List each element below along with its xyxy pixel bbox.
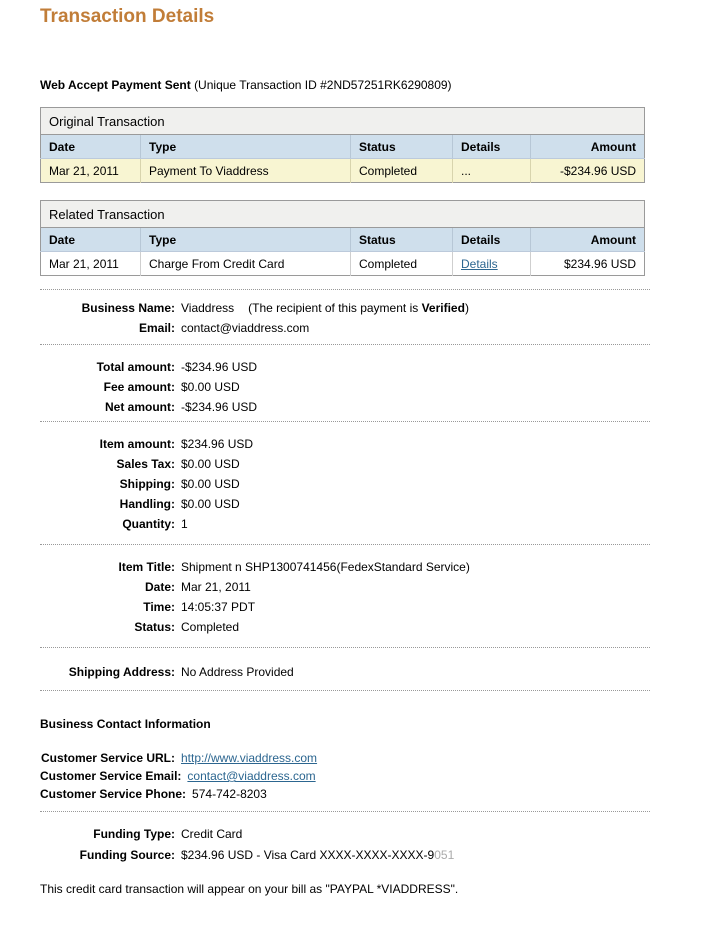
col-header-date: Date (41, 135, 141, 159)
verified-status: Verified (421, 301, 465, 315)
funding-type-label: Funding Type: (93, 827, 175, 841)
shipping-amount-value: $0.00 USD (181, 477, 240, 491)
item-amount-label: Item amount: (99, 437, 175, 451)
fee-amount-row (40, 377, 650, 397)
customer-service-url-row (40, 749, 650, 767)
quantity-value: 1 (181, 517, 188, 531)
email-row (40, 318, 650, 338)
recipient-section (40, 290, 650, 344)
col-header-details: Details (453, 228, 531, 252)
cell-status: Completed (351, 159, 453, 183)
time-label: Time: (143, 600, 175, 614)
handling-row (40, 494, 650, 514)
customer-service-url-label: Customer Service URL: (40, 751, 175, 765)
transaction-id-note: (Unique Transaction ID #2ND57251RK6290809) (194, 78, 452, 92)
table-header-row (41, 228, 645, 252)
status-label: Status: (134, 620, 175, 634)
cell-amount: -$234.96 USD (531, 159, 645, 183)
date-row (40, 577, 650, 597)
sales-tax-row (40, 454, 650, 474)
funding-source-row (40, 845, 650, 866)
net-amount-row (40, 397, 650, 417)
details-link[interactable]: Details (461, 257, 498, 271)
original-transaction-row (41, 159, 645, 183)
cell-type: Charge From Credit Card (141, 252, 351, 276)
item-amount-value: $234.96 USD (181, 437, 254, 451)
sales-tax-value: $0.00 USD (181, 457, 240, 471)
total-amount-row (40, 357, 650, 377)
col-header-amount: Amount (531, 135, 645, 159)
item-title-row (40, 557, 650, 577)
business-contact-heading: Business Contact Information (40, 717, 211, 731)
net-amount-value: -$234.96 USD (181, 400, 258, 414)
business-name-label: Business Name: (81, 301, 175, 315)
table-caption-row (41, 201, 645, 228)
email-value: contact@viaddress.com (181, 321, 310, 335)
business-name: Viaddress (181, 301, 235, 315)
col-header-type: Type (141, 135, 351, 159)
cell-type: Payment To Viaddress (141, 159, 351, 183)
funding-source-faded-digits: 051 (434, 848, 455, 862)
customer-service-url-link[interactable]: http://www.viaddress.com (181, 751, 318, 765)
item-title-value: Shipment n SHP1300741456(FedexStandard Service) (181, 560, 470, 574)
handling-value: $0.00 USD (181, 497, 240, 511)
business-name-row (40, 298, 650, 318)
cell-details (453, 252, 531, 276)
total-amount-label: Total amount: (96, 360, 175, 374)
business-contact-section (40, 749, 650, 811)
customer-service-phone-row (40, 785, 650, 803)
date-label: Date: (144, 580, 175, 594)
time-row (40, 597, 650, 617)
handling-label: Handling: (119, 497, 175, 511)
funding-type-value: Credit Card (181, 827, 243, 841)
business-name-value (181, 298, 469, 318)
shipping-amount-label: Shipping: (119, 477, 175, 491)
funding-section (40, 812, 650, 866)
page-title: Transaction Details (40, 6, 215, 27)
quantity-row (40, 514, 650, 534)
customer-service-phone-label: Customer Service Phone: (40, 787, 187, 801)
col-header-details: Details (453, 135, 531, 159)
amounts-section (40, 345, 650, 421)
funding-source-label: Funding Source: (79, 848, 175, 862)
table-caption-row (41, 108, 645, 135)
verified-note-suffix: ) (464, 301, 469, 315)
shipping-address-row (40, 662, 650, 682)
shipping-address-label: Shipping Address: (68, 665, 175, 679)
time-value: 14:05:37 PDT (181, 600, 256, 614)
quantity-label: Quantity: (122, 517, 175, 531)
funding-type-row (40, 824, 650, 845)
fee-amount-value: $0.00 USD (181, 380, 240, 394)
status-row (40, 617, 650, 637)
shipping-section (40, 648, 650, 690)
funding-source-value (181, 845, 454, 866)
item-title-label: Item Title: (118, 560, 175, 574)
col-header-date: Date (41, 228, 141, 252)
status-value: Completed (181, 620, 240, 634)
item-info-section (40, 545, 650, 647)
table-header-row (41, 135, 645, 159)
total-amount-value: -$234.96 USD (181, 360, 258, 374)
cell-date: Mar 21, 2011 (41, 159, 141, 183)
related-transaction-caption: Related Transaction (41, 201, 645, 228)
section-divider (40, 690, 650, 691)
item-totals-section (40, 422, 650, 544)
payment-type: Web Accept Payment Sent (40, 78, 191, 92)
cell-date: Mar 21, 2011 (41, 252, 141, 276)
verified-note (248, 301, 469, 315)
customer-service-email-link[interactable]: contact@viaddress.com (187, 769, 316, 783)
cell-amount: $234.96 USD (531, 252, 645, 276)
cell-details: ... (453, 159, 531, 183)
customer-service-email-label: Customer Service Email: (40, 769, 182, 783)
col-header-amount: Amount (531, 228, 645, 252)
net-amount-label: Net amount: (105, 400, 175, 414)
col-header-status: Status (351, 135, 453, 159)
funding-source-main: $234.96 USD - Visa Card XXXX-XXXX-XXXX-9 (181, 848, 435, 862)
verified-note-prefix: (The recipient of this payment is (248, 301, 422, 315)
shipping-address-value: No Address Provided (181, 665, 294, 679)
related-transaction-table (40, 200, 645, 276)
original-transaction-caption: Original Transaction (41, 108, 645, 135)
customer-service-email-row (40, 767, 650, 785)
payment-summary-line (40, 78, 650, 92)
fee-amount-label: Fee amount: (103, 380, 175, 394)
related-transaction-row (41, 252, 645, 276)
shipping-amount-row (40, 474, 650, 494)
cell-status: Completed (351, 252, 453, 276)
billing-statement-note: This credit card transaction will appear on your bill as "PAYPAL *VIADDRESS". (40, 882, 459, 896)
col-header-status: Status (351, 228, 453, 252)
date-value: Mar 21, 2011 (181, 580, 251, 594)
customer-service-phone-value: 574-742-8203 (192, 787, 267, 801)
sales-tax-label: Sales Tax: (116, 457, 175, 471)
original-transaction-table (40, 107, 645, 183)
col-header-type: Type (141, 228, 351, 252)
email-label: Email: (138, 321, 175, 335)
item-amount-row (40, 434, 650, 454)
